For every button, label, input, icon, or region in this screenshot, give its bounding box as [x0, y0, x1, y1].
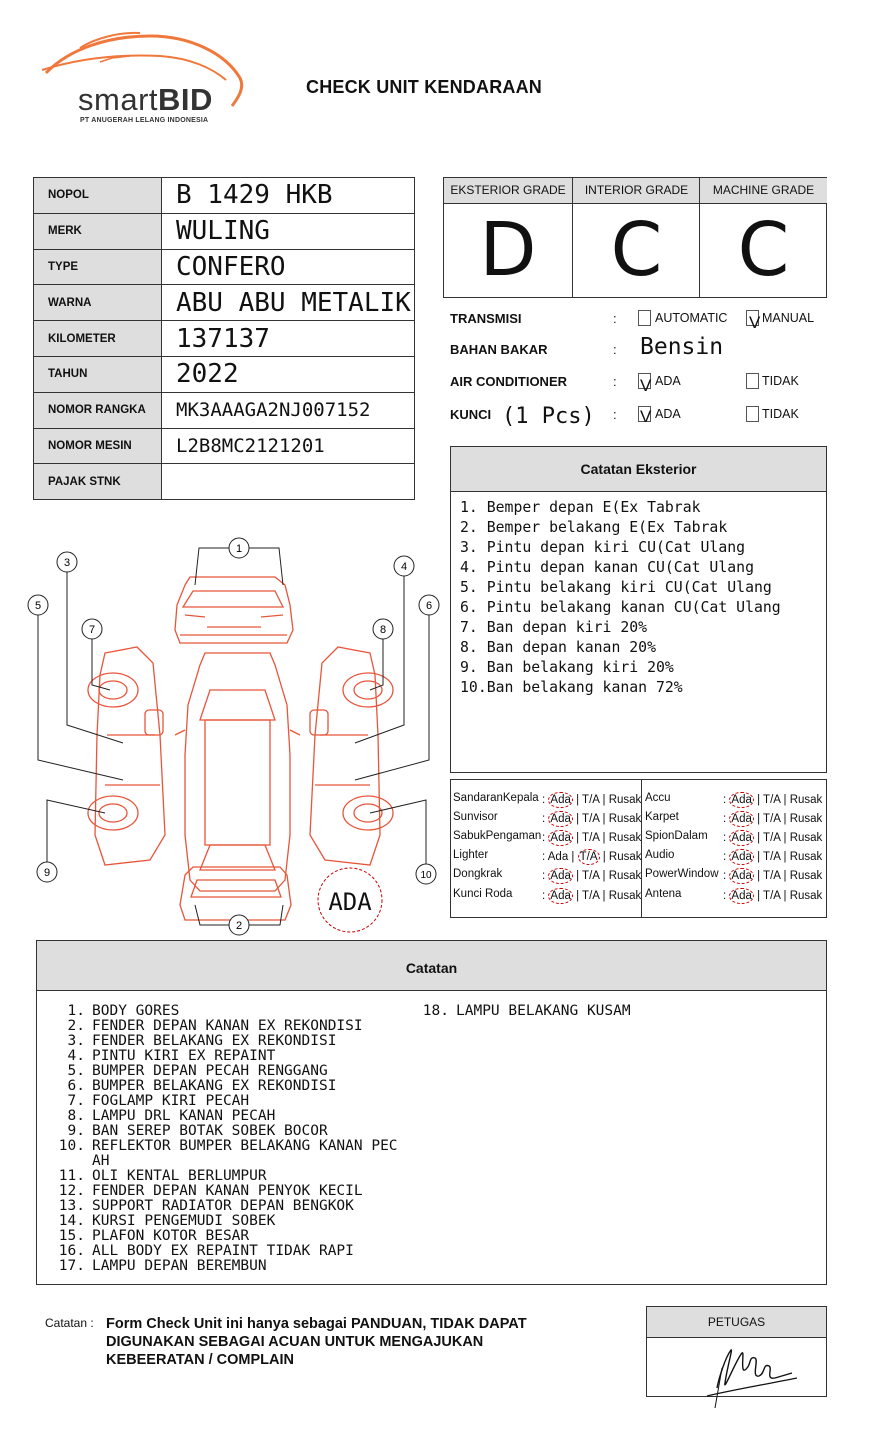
note-text: PINTU KIRI EX REPAINT	[92, 1048, 276, 1064]
list-item: 10.Ban belakang kanan 72%	[460, 679, 683, 696]
pajak-stnk-label: PAJAK STNK	[34, 464, 162, 500]
list-item	[57, 1244, 412, 1259]
option-rusak[interactable]: Rusak	[789, 813, 823, 825]
row-merk	[34, 213, 415, 249]
interior-grade-value: C	[610, 207, 663, 293]
row-pajak-stnk	[34, 464, 415, 500]
option-ada[interactable]: Ada	[550, 832, 571, 844]
list-item	[57, 1064, 412, 1079]
note-number: 7.	[67, 1093, 85, 1109]
nopol-value: B 1429 HKB	[162, 178, 415, 214]
note-text: FOGLAMP KIRI PECAH	[92, 1093, 250, 1109]
right-name: Audio	[645, 849, 675, 861]
exterior-grade-label: EKSTERIOR GRADE	[444, 178, 572, 204]
vehicle-damage-diagram	[25, 535, 450, 937]
ac-colon: :	[613, 374, 617, 389]
notes-list-col-2	[421, 1004, 776, 1019]
petugas-label: PETUGAS	[647, 1307, 826, 1338]
warna-label: WARNA	[34, 285, 162, 321]
left-name: Kunci Roda	[453, 888, 513, 900]
note-number: 16.	[58, 1243, 85, 1259]
ac-ada-check-mark: V	[640, 376, 652, 395]
left-options: : Ada | T/A | Rusak	[542, 813, 642, 825]
kunci-ada-label: ADA	[655, 407, 681, 421]
note-number: 11.	[58, 1168, 85, 1184]
list-item: 6. Pintu belakang kanan CU(Cat Ulang	[460, 599, 781, 616]
kunci-colon: :	[613, 407, 617, 422]
notes-list-col-1	[57, 1004, 412, 1274]
ac-label: AIR CONDITIONER	[450, 374, 567, 389]
signature-image	[647, 1338, 828, 1398]
svg-text:4: 4	[400, 561, 408, 573]
list-item	[57, 1049, 412, 1064]
list-item	[57, 1214, 412, 1229]
colon: :	[542, 851, 546, 863]
right-options: : Ada | T/A | Rusak	[723, 832, 823, 844]
left-name: Sunvisor	[453, 811, 498, 823]
type-label: TYPE	[34, 249, 162, 285]
right-name: Karpet	[645, 811, 679, 823]
tahun-value: 2022	[162, 356, 415, 392]
brand-logo-text: smartBID	[78, 82, 213, 117]
left-options: : Ada | T/A | Rusak	[542, 851, 642, 863]
list-item: 7. Ban depan kiri 20%	[460, 619, 648, 636]
merk-value: WULING	[162, 213, 415, 249]
right-name: PowerWindow	[645, 868, 719, 880]
note-number: 3.	[67, 1033, 85, 1049]
note-number: 18.	[422, 1003, 449, 1019]
option-ada[interactable]: Ada	[731, 832, 752, 844]
colon: :	[542, 813, 546, 825]
nomor-mesin-value: L2B8MC2121201	[162, 428, 415, 464]
option-rusak[interactable]: Rusak	[608, 851, 642, 863]
row-type	[34, 249, 415, 285]
note-text: SUPPORT RADIATOR DEPAN BENGKOK	[92, 1198, 354, 1214]
note-text: BUMPER BELAKANG EX REKONDISI	[92, 1078, 337, 1094]
right-options: : Ada | T/A | Rusak	[723, 813, 823, 825]
ac-tidak-checkbox[interactable]	[746, 373, 759, 389]
nomor-rangka-value: MK3AAAGA2NJ007152	[162, 392, 415, 428]
right-options: : Ada | T/A | Rusak	[723, 890, 823, 902]
note-number: 12.	[58, 1183, 85, 1199]
notes-title: Catatan	[37, 941, 826, 991]
option-rusak[interactable]: Rusak	[608, 870, 642, 882]
option-ada[interactable]: Ada	[731, 851, 752, 863]
option-ta[interactable]: T/A	[582, 870, 600, 882]
exterior-grade-value: D	[479, 207, 537, 293]
note-number: 5.	[67, 1063, 85, 1079]
left-name: Lighter	[453, 849, 489, 861]
list-item: 3. Pintu depan kiri CU(Cat Ulang	[460, 539, 746, 556]
interior-grade	[572, 178, 700, 297]
note-text: BUMPER DEPAN PECAH RENGGANG	[92, 1063, 328, 1079]
option-ada[interactable]: Ada	[550, 813, 571, 825]
marker-9	[37, 862, 57, 882]
interior-grade-label: INTERIOR GRADE	[573, 178, 700, 204]
note-number: 1.	[67, 1003, 85, 1019]
option-rusak[interactable]: Rusak	[789, 832, 823, 844]
option-ta[interactable]: T/A	[582, 832, 600, 844]
option-ada[interactable]: Ada	[731, 794, 752, 806]
type-value: CONFERO	[162, 249, 415, 285]
row-nopol	[34, 178, 415, 214]
marker-2	[229, 915, 249, 935]
list-item	[421, 1004, 776, 1019]
left-name: Dongkrak	[453, 868, 503, 880]
marker-1	[229, 538, 249, 558]
marker-6	[419, 595, 439, 615]
svg-text:6: 6	[425, 600, 433, 612]
exterior-notes-title: Catatan Eksterior	[451, 447, 826, 492]
bahan-bakar-value: Bensin	[640, 334, 724, 360]
option-rusak[interactable]: Rusak	[789, 890, 823, 902]
marker-5	[28, 595, 48, 615]
option-ada[interactable]: Ada	[731, 813, 752, 825]
warna-value: ABU ABU METALIK	[162, 285, 415, 321]
footer-disclaimer: Form Check Unit ini hanya sebagai PANDUAN, TIDAK DAPAT DIGUNAKAN SEBAGAI ACUAN UNTUK MENGAJUKAN KEBEERATAN / COMPLAIN	[106, 1316, 527, 1368]
left-options: : Ada | T/A | Rusak	[542, 794, 642, 806]
note-text: LAMPU DEPAN BEREMBUN	[92, 1258, 267, 1274]
transmisi-manual-label: MANUAL	[762, 311, 815, 325]
row-nomor-rangka	[34, 392, 415, 428]
note-number: 4.	[67, 1048, 85, 1064]
kunci-tidak-checkbox[interactable]	[746, 406, 759, 422]
option-ta[interactable]: T/A	[763, 851, 781, 863]
marker-7	[82, 619, 102, 639]
row-kilometer	[34, 321, 415, 357]
svg-text:1: 1	[235, 543, 243, 555]
option-rusak[interactable]: Rusak	[789, 794, 823, 806]
list-item	[57, 1019, 412, 1034]
option-rusak[interactable]: Rusak	[608, 813, 642, 825]
option-ta[interactable]: T/A	[763, 794, 781, 806]
note-text: KURSI PENGEMUDI SOBEK	[92, 1213, 276, 1229]
list-item	[57, 1229, 412, 1244]
list-item	[57, 1004, 412, 1019]
right-name: Antena	[645, 888, 682, 900]
note-number: 15.	[58, 1228, 85, 1244]
row-warna	[34, 285, 415, 321]
list-item	[57, 1109, 412, 1124]
list-item: 5. Pintu belakang kiri CU(Cat Ulang	[460, 579, 772, 596]
option-rusak[interactable]: Rusak	[789, 851, 823, 863]
option-ada[interactable]: Ada	[731, 890, 752, 902]
colon: :	[723, 851, 727, 863]
note-number: 6.	[67, 1078, 85, 1094]
accessories-panel	[450, 779, 827, 918]
transmisi-automatic-checkbox[interactable]	[638, 310, 651, 326]
note-number: 13.	[58, 1198, 85, 1214]
notes-panel	[36, 940, 827, 1285]
option-ada[interactable]: Ada	[550, 870, 571, 882]
page-title: CHECK UNIT KENDARAAN	[306, 77, 542, 97]
left-options: : Ada | T/A | Rusak	[542, 890, 642, 902]
footer-label: Catatan :	[45, 1316, 94, 1330]
option-ta[interactable]: T/A	[582, 813, 600, 825]
svg-text:8: 8	[379, 624, 387, 636]
list-item	[57, 1034, 412, 1049]
note-text: FENDER DEPAN KANAN PENYOK KECIL	[92, 1183, 363, 1199]
left-name: SandaranKepala	[453, 792, 539, 804]
option-ta[interactable]: T/A	[763, 890, 781, 902]
option-rusak[interactable]: Rusak	[608, 832, 642, 844]
list-item	[57, 1259, 412, 1274]
note-text: ALL BODY EX REPAINT TIDAK RAPI	[92, 1243, 354, 1259]
row-tahun	[34, 356, 415, 392]
transmisi-colon: :	[613, 311, 617, 326]
marker-10	[416, 864, 436, 884]
brand-company-name: PT ANUGERAH LELANG INDONESIA	[80, 117, 209, 124]
svg-text:2: 2	[235, 920, 243, 932]
note-number: 2.	[67, 1018, 85, 1034]
exterior-notes-list	[451, 492, 826, 698]
note-text: OLI KENTAL BERLUMPUR	[92, 1168, 267, 1184]
note-text: PLAFON KOTOR BESAR	[92, 1228, 250, 1244]
nopol-label: NOPOL	[34, 178, 162, 214]
kilometer-label: KILOMETER	[34, 321, 162, 357]
option-rusak[interactable]: Rusak	[608, 890, 642, 902]
list-item: 9. Ban belakang kiri 20%	[460, 659, 674, 676]
list-item	[57, 1079, 412, 1094]
bahan-bakar-colon: :	[613, 342, 617, 357]
transmisi-automatic-label: AUTOMATIC	[655, 311, 728, 325]
colon: :	[723, 813, 727, 825]
bahan-bakar-label: BAHAN BAKAR	[450, 342, 548, 357]
svg-text:3: 3	[63, 557, 71, 569]
colon: :	[723, 832, 727, 844]
marker-4	[394, 556, 414, 576]
option-rusak[interactable]: Rusak	[789, 870, 823, 882]
kunci-tidak-label: TIDAK	[762, 407, 799, 421]
right-options: : Ada | T/A | Rusak	[723, 794, 823, 806]
colon: :	[542, 870, 546, 882]
transmisi-manual-check-mark: V	[749, 313, 761, 332]
left-name: SabukPengaman	[453, 830, 542, 842]
colon: :	[542, 890, 546, 902]
kilometer-value: 137137	[162, 321, 415, 357]
note-text: FENDER BELAKANG EX REKONDISI	[92, 1033, 337, 1049]
colon: :	[723, 870, 727, 882]
left-options: : Ada | T/A | Rusak	[542, 832, 642, 844]
note-number: 10.	[58, 1138, 85, 1154]
exterior-grade	[444, 178, 572, 297]
option-ta[interactable]: T/A	[763, 813, 781, 825]
option-ta[interactable]: T/A	[579, 851, 598, 863]
right-name: SpionDalam	[645, 830, 708, 842]
note-text: LAMPU BELAKANG KUSAM	[456, 1003, 631, 1019]
kunci-count: (1 Pcs)	[502, 404, 595, 429]
spare-tire-stamp	[318, 868, 382, 932]
petugas-signature-box	[646, 1306, 827, 1397]
row-nomor-mesin	[34, 428, 415, 464]
option-ta[interactable]: T/A	[763, 832, 781, 844]
machine-grade-label: MACHINE GRADE	[700, 178, 827, 204]
svg-text:7: 7	[88, 624, 96, 636]
list-item: 1. Bemper depan E(Ex Tabrak	[460, 499, 701, 516]
note-number: 14.	[58, 1213, 85, 1229]
note-text: FENDER DEPAN KANAN EX REKONDISI	[92, 1018, 363, 1034]
tahun-label: TAHUN	[34, 356, 162, 392]
list-item: 2. Bemper belakang E(Ex Tabrak	[460, 519, 728, 536]
option-ada[interactable]: Ada	[547, 851, 569, 863]
list-item: 8. Ban depan kanan 20%	[460, 639, 656, 656]
damage-markers	[28, 538, 439, 935]
kunci-label: KUNCI	[450, 407, 492, 422]
exterior-notes-panel	[450, 446, 827, 773]
svg-text:5: 5	[34, 600, 42, 612]
nomor-rangka-label: NOMOR RANGKA	[34, 392, 162, 428]
list-item	[57, 1094, 412, 1109]
note-text: BODY GORES	[92, 1003, 180, 1019]
note-text: BAN SEREP BOTAK SOBEK BOCOR	[92, 1123, 328, 1139]
nomor-mesin-label: NOMOR MESIN	[34, 428, 162, 464]
list-item	[57, 1139, 412, 1169]
option-rusak[interactable]: Rusak	[608, 794, 642, 806]
svg-text:ADA: ADA	[328, 888, 372, 916]
marker-8	[373, 619, 393, 639]
option-ta[interactable]: T/A	[582, 890, 600, 902]
marker-3	[57, 552, 77, 572]
pajak-stnk-value	[162, 464, 415, 500]
colon: :	[542, 832, 546, 844]
ac-ada-label: ADA	[655, 374, 681, 388]
list-item	[57, 1199, 412, 1214]
transmisi-label: TRANSMISI	[450, 311, 522, 326]
right-options: : Ada | T/A | Rusak	[723, 851, 823, 863]
list-item	[57, 1169, 412, 1184]
ac-tidak-label: TIDAK	[762, 374, 799, 388]
option-ta[interactable]: T/A	[763, 870, 781, 882]
note-number: 8.	[67, 1108, 85, 1124]
note-number: 9.	[67, 1123, 85, 1139]
colon: :	[723, 794, 727, 806]
option-ada[interactable]: Ada	[550, 890, 571, 902]
right-name: Accu	[645, 792, 671, 804]
option-ada[interactable]: Ada	[731, 870, 752, 882]
option-ada[interactable]: Ada	[550, 794, 571, 806]
note-text: REFLEKTOR BUMPER BELAKANG KANAN PEC AH	[92, 1138, 398, 1169]
list-item	[57, 1184, 412, 1199]
vehicle-identity-table	[33, 177, 415, 500]
kunci-ada-check-mark: V	[640, 407, 652, 426]
note-number: 17.	[58, 1258, 85, 1274]
svg-text:9: 9	[43, 867, 51, 879]
right-options: : Ada | T/A | Rusak	[723, 870, 823, 882]
list-item: 4. Pintu depan kanan CU(Cat Ulang	[460, 559, 754, 576]
grade-panel	[443, 177, 827, 298]
merk-label: MERK	[34, 213, 162, 249]
note-text: LAMPU DRL KANAN PECAH	[92, 1108, 276, 1124]
colon: :	[723, 890, 727, 902]
list-item	[57, 1124, 412, 1139]
machine-grade	[699, 178, 827, 297]
svg-text:10: 10	[420, 870, 432, 881]
machine-grade-value: C	[737, 207, 790, 293]
colon: :	[542, 794, 546, 806]
left-options: : Ada | T/A | Rusak	[542, 870, 642, 882]
option-ta[interactable]: T/A	[582, 794, 600, 806]
